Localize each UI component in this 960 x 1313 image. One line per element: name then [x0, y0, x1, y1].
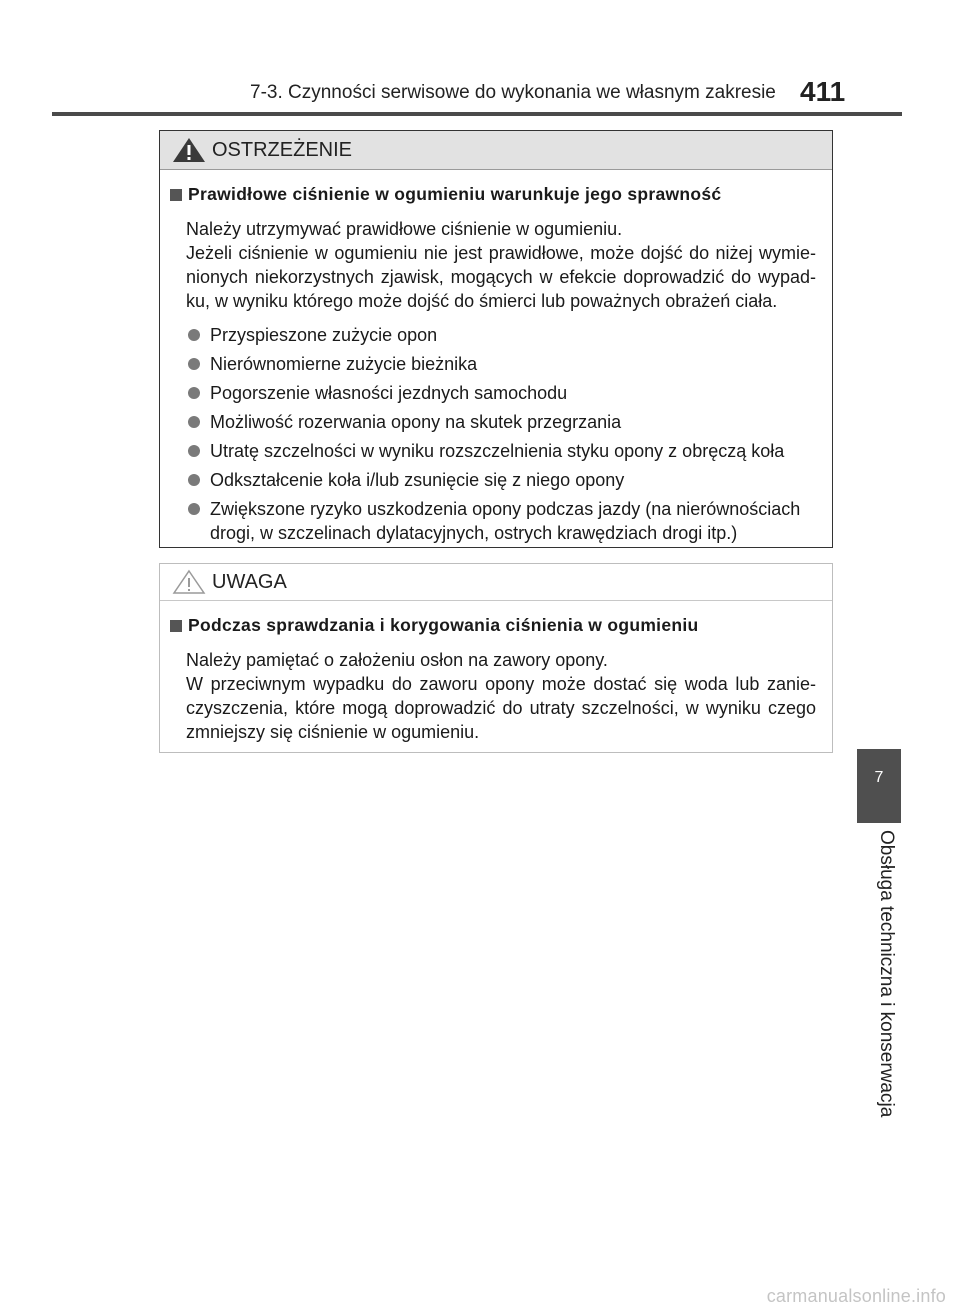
list-item: [186, 497, 816, 545]
list-item-text: Możliwość rozerwania opony na skutek przegrzania: [210, 412, 622, 432]
list-item-text: Utratę szczelności w wyniku rozszczelnienia styku opony z obręczą koła: [210, 441, 785, 461]
warning-triangle-outline-icon: [172, 569, 206, 595]
circle-bullet-icon: [188, 503, 200, 515]
square-bullet-icon: [170, 620, 182, 632]
header-rule: [52, 112, 902, 116]
chapter-tab: [857, 749, 901, 823]
circle-bullet-icon: [188, 387, 200, 399]
list-item-text: Nierównomierne zużycie bieżnika: [210, 354, 478, 374]
list-item-text: Pogorszenie własności jezdnych samochodu: [210, 383, 568, 403]
header-title: 7-3. Czynności serwisowe do wykonania we własnym zakresie: [250, 82, 776, 103]
watermark: carmanualsonline.info: [766, 1286, 946, 1306]
caution-heading-text: Podczas sprawdzania i korygowania ciśnienia w ogumieniu: [188, 615, 699, 635]
list-item: [186, 468, 816, 492]
chapter-label: Obsługa techniczna i konserwacja: [876, 830, 897, 1118]
caution-heading: [170, 615, 816, 636]
list-item: [186, 381, 816, 405]
list-item: [186, 323, 816, 347]
caution-box: [159, 563, 833, 753]
warning-heading-text: Prawidłowe ciśnienie w ogumieniu warunkuje jego sprawność: [188, 184, 722, 204]
list-item: [186, 439, 816, 463]
list-item-text: Odkształcenie koła i/lub zsunięcie się z niego opony: [210, 470, 625, 490]
warning-box: [159, 130, 833, 548]
list-item: [186, 352, 816, 376]
circle-bullet-icon: [188, 358, 200, 370]
circle-bullet-icon: [188, 416, 200, 428]
caution-box-header: [160, 564, 832, 601]
warning-label: OSTRZEŻENIE: [212, 138, 353, 161]
list-item: [186, 410, 816, 434]
circle-bullet-icon: [188, 445, 200, 457]
caution-label: UWAGA: [212, 570, 287, 593]
warning-paragraph: Należy utrzymywać prawidłowe ciśnienie w ogumieniu.: [186, 219, 623, 239]
caution-paragraphs: [186, 648, 816, 744]
warning-bullet-list: [186, 323, 816, 545]
list-item-text: Zwiększone ryzyko uszkodzenia opony podczas jazdy (na nierównościach drogi, w szczelinach dylatacyjnych, ostrych krawędziach drogi itp.): [210, 499, 801, 543]
chapter-number: 7: [874, 769, 884, 786]
warning-triangle-filled-icon: [172, 137, 206, 163]
list-item-text: Przyspieszone zużycie opon: [210, 325, 438, 345]
caution-paragraph: Należy pamiętać o założeniu osłon na zawory opony.: [186, 650, 608, 670]
warning-paragraph: Jeżeli ciśnienie w ogumieniu nie jest prawidłowe, może dojść do niżej wymie-nionych niekorzystnych zjawisk, mogących w efekcie doprowadzić do wypad-ku, w wyniku którego może dojść do śmierci lub poważnych obrażeń ciała.: [186, 243, 816, 311]
warning-box-header: [160, 131, 832, 170]
page-number: 411: [800, 76, 846, 107]
caution-paragraph: W przeciwnym wypadku do zaworu opony może dostać się woda lub zanie-czyszczenia, które mogą doprowadzić do utraty szczelności, w wyniku czego zmniejszy się ciśnienie w ogumieniu.: [186, 674, 816, 742]
warning-heading: [170, 184, 816, 205]
warning-paragraphs: [186, 217, 816, 313]
circle-bullet-icon: [188, 329, 200, 341]
circle-bullet-icon: [188, 474, 200, 486]
square-bullet-icon: [170, 189, 182, 201]
